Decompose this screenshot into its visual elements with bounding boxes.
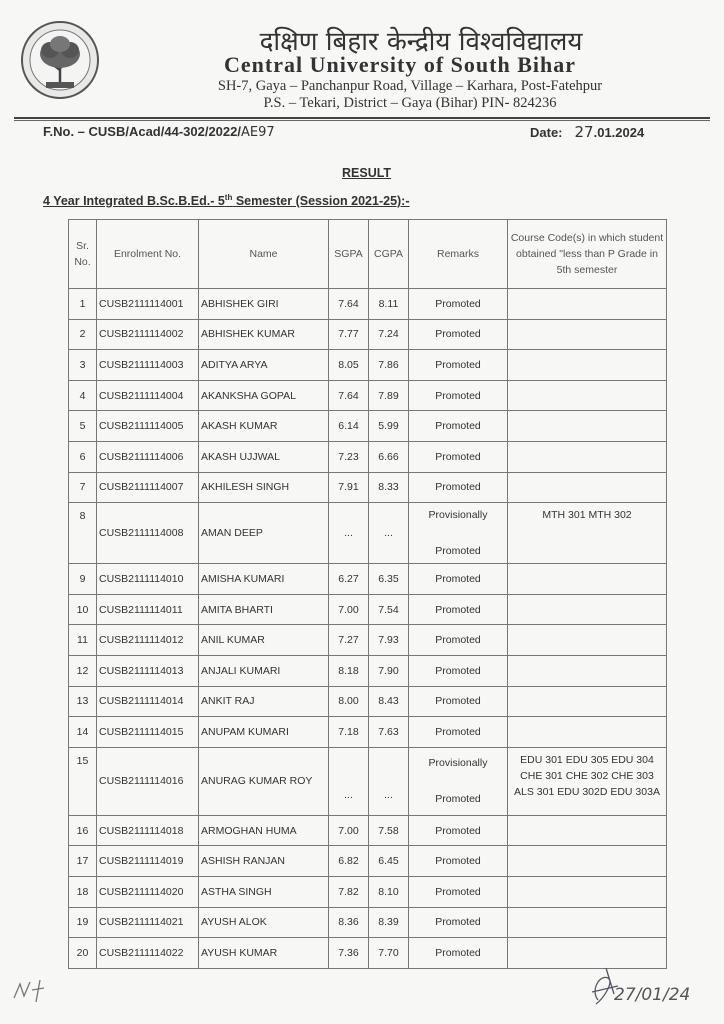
cell-sr: 1 — [69, 289, 97, 320]
result-heading: RESULT — [342, 166, 392, 180]
cell-sr: 7 — [69, 472, 97, 503]
header-cgpa: CGPA — [369, 220, 409, 289]
cell-sr: 6 — [69, 441, 97, 472]
cell-name: ASHISH RANJAN — [199, 846, 329, 877]
programme-post: Semester (Session 2021-25):- — [232, 194, 410, 209]
address-line-1: SH-7, Gaya – Panchanpur Road, Village – Karhara, Post-Fatehpur — [217, 78, 603, 94]
cell-remarks: Promoted — [409, 441, 508, 472]
cell-enrolment: CUSB2111114014 — [97, 686, 199, 717]
header-sgpa: SGPA — [329, 220, 369, 289]
cell-enrolment: CUSB2111114022 — [97, 938, 199, 969]
file-number-prefix: F.No. – CUSB/Acad/44-302/2022/ — [43, 124, 241, 139]
table-row — [69, 319, 667, 350]
cell-remarks: Promoted — [409, 876, 508, 907]
cell-sr: 12 — [69, 655, 97, 686]
cell-sr: 20 — [69, 938, 97, 969]
table-row — [69, 594, 667, 625]
cell-course-codes: MTH 301 MTH 302 — [508, 503, 667, 564]
cell-cgpa: 7.89 — [369, 380, 409, 411]
university-name-english: Central University of South Bihar — [224, 52, 576, 77]
cell-course-codes — [508, 380, 667, 411]
cell-cgpa: 6.35 — [369, 564, 409, 595]
cell-course-codes — [508, 655, 667, 686]
cell-name: ABHISHEK KUMAR — [199, 319, 329, 350]
cell-sgpa: 7.23 — [329, 441, 369, 472]
cell-enrolment: CUSB2111114002 — [97, 319, 199, 350]
university-logo — [20, 20, 100, 100]
university-name-hindi: दक्षिण बिहार केन्द्रीय विश्वविद्यालय — [259, 27, 583, 57]
table-row — [69, 907, 667, 938]
cell-name: ANJALI KUMARI — [199, 655, 329, 686]
cell-name: ABHISHEK GIRI — [199, 289, 329, 320]
cell-course-codes — [508, 625, 667, 656]
cell-sr: 15 — [69, 747, 97, 815]
cell-cgpa: 7.93 — [369, 625, 409, 656]
cell-remarks: Promoted — [409, 625, 508, 656]
address-line-2: P.S. – Tekari, District – Gaya (Bihar) PIN- 824236 — [263, 95, 557, 111]
cell-sgpa: 7.77 — [329, 319, 369, 350]
cell-remarks: Promoted — [409, 686, 508, 717]
cell-enrolment: CUSB2111114007 — [97, 472, 199, 503]
cell-name: ASTHA SINGH — [199, 876, 329, 907]
cell-sr: 13 — [69, 686, 97, 717]
cell-course-codes — [508, 289, 667, 320]
cell-cgpa: 7.86 — [369, 350, 409, 381]
cell-remarks: Promoted — [409, 815, 508, 846]
cell-name: AKASH UJJWAL — [199, 441, 329, 472]
table-row — [69, 564, 667, 595]
result-table — [68, 219, 667, 969]
cell-remarks: Promoted — [409, 938, 508, 969]
header-enrolment: Enrolment No. — [97, 220, 199, 289]
cell-remarks: Promoted — [409, 655, 508, 686]
cell-name: ANURAG KUMAR ROY — [199, 747, 329, 815]
cell-remarks: Promoted — [409, 380, 508, 411]
cell-enrolment: CUSB2111114015 — [97, 717, 199, 748]
cell-remarks: Promoted — [409, 907, 508, 938]
cell-course-codes — [508, 564, 667, 595]
cell-enrolment: CUSB2111114013 — [97, 655, 199, 686]
cell-sr: 14 — [69, 717, 97, 748]
table-row — [69, 411, 667, 442]
cell-sr: 5 — [69, 411, 97, 442]
cell-sr: 17 — [69, 846, 97, 877]
cell-name: ADITYA ARYA — [199, 350, 329, 381]
cell-enrolment: CUSB2111114001 — [97, 289, 199, 320]
cell-remarks: Promoted — [409, 289, 508, 320]
cell-course-codes — [508, 815, 667, 846]
cell-sr: 2 — [69, 319, 97, 350]
table-row — [69, 846, 667, 877]
cell-enrolment: CUSB2111114016 — [97, 747, 199, 815]
file-number — [43, 124, 275, 140]
cell-enrolment: CUSB2111114006 — [97, 441, 199, 472]
cell-enrolment: CUSB2111114018 — [97, 815, 199, 846]
cell-name: ANIL KUMAR — [199, 625, 329, 656]
programme-sup: th — [224, 193, 233, 202]
file-number-handwritten: AE97 — [240, 125, 275, 140]
programme-pre: 4 Year Integrated B.Sc.B.Ed.- 5 — [43, 194, 225, 209]
header-remarks: Remarks — [409, 220, 508, 289]
cell-enrolment: CUSB2111114004 — [97, 380, 199, 411]
cell-remarks: Promoted — [409, 564, 508, 595]
cell-sr: 8 — [69, 503, 97, 564]
header-rule-thin — [14, 120, 710, 121]
cell-remarks: Promoted — [409, 717, 508, 748]
cell-remarks: Promoted — [409, 411, 508, 442]
cell-name: AMISHA KUMARI — [199, 564, 329, 595]
cell-sgpa: 7.27 — [329, 625, 369, 656]
remarks-line-1: Provisionally — [428, 757, 488, 770]
cell-course-codes — [508, 594, 667, 625]
cell-sgpa: ... — [329, 747, 369, 815]
cell-sgpa: 8.36 — [329, 907, 369, 938]
cell-cgpa: 8.39 — [369, 907, 409, 938]
header-name: Name — [199, 220, 329, 289]
cell-name: ANKIT RAJ — [199, 686, 329, 717]
header-course-codes: Course Code(s) in which student obtained "less than P Grade in 5th semester — [508, 220, 667, 289]
cell-remarks — [409, 747, 508, 815]
cell-name: AKANKSHA GOPAL — [199, 380, 329, 411]
table-row — [69, 625, 667, 656]
table-row — [69, 441, 667, 472]
cell-cgpa: 7.63 — [369, 717, 409, 748]
cell-cgpa: 7.70 — [369, 938, 409, 969]
table-row — [69, 717, 667, 748]
cell-cgpa: 7.54 — [369, 594, 409, 625]
cell-sgpa: 8.05 — [329, 350, 369, 381]
cell-enrolment: CUSB2111114011 — [97, 594, 199, 625]
cell-course-codes — [508, 846, 667, 877]
cell-remarks — [409, 503, 508, 564]
header-rule — [14, 117, 710, 119]
cell-sgpa: 6.27 — [329, 564, 369, 595]
remarks-line-2: Promoted — [435, 545, 481, 558]
cell-course-codes — [508, 907, 667, 938]
cell-course-codes — [508, 472, 667, 503]
cell-remarks: Promoted — [409, 319, 508, 350]
cell-course-codes — [508, 876, 667, 907]
initial-text — [60, 980, 61, 981]
remarks-line-2: Promoted — [435, 793, 481, 806]
cell-name: AKASH KUMAR — [199, 411, 329, 442]
cell-name: AYUSH ALOK — [199, 907, 329, 938]
cell-enrolment: CUSB2111114019 — [97, 846, 199, 877]
cell-enrolment: CUSB2111114003 — [97, 350, 199, 381]
remarks-multiline — [411, 757, 505, 805]
cell-course-codes: EDU 301 EDU 305 EDU 304 CHE 301 CHE 302 CHE 303 ALS 301 EDU 302D EDU 303A — [508, 747, 667, 815]
cell-name: ARMOGHAN HUMA — [199, 815, 329, 846]
cell-cgpa: 8.43 — [369, 686, 409, 717]
date-suffix: .01.2024 — [593, 125, 645, 140]
cell-enrolment: CUSB2111114012 — [97, 625, 199, 656]
cell-sr: 4 — [69, 380, 97, 411]
cell-sgpa: 7.00 — [329, 594, 369, 625]
table-row — [69, 876, 667, 907]
cell-sgpa: 7.91 — [329, 472, 369, 503]
table-row — [69, 350, 667, 381]
cell-sr: 10 — [69, 594, 97, 625]
cell-cgpa: 8.33 — [369, 472, 409, 503]
document-date — [530, 123, 644, 141]
cell-cgpa: 7.58 — [369, 815, 409, 846]
cell-course-codes — [508, 411, 667, 442]
cell-enrolment: CUSB2111114021 — [97, 907, 199, 938]
cell-sgpa: 6.14 — [329, 411, 369, 442]
table-body — [69, 289, 667, 969]
cell-sgpa: 8.00 — [329, 686, 369, 717]
cell-sgpa: 7.64 — [329, 289, 369, 320]
cell-cgpa: 5.99 — [369, 411, 409, 442]
programme-heading — [43, 193, 410, 208]
cell-name: AYUSH KUMAR — [199, 938, 329, 969]
cell-enrolment: CUSB2111114010 — [97, 564, 199, 595]
date-label: Date: — [530, 125, 563, 140]
table-row — [69, 938, 667, 969]
cell-remarks: Promoted — [409, 846, 508, 877]
cell-remarks: Promoted — [409, 350, 508, 381]
cell-sgpa: 8.18 — [329, 655, 369, 686]
cell-sr: 19 — [69, 907, 97, 938]
cell-sgpa: 7.18 — [329, 717, 369, 748]
table-row — [69, 380, 667, 411]
cell-sgpa: 6.82 — [329, 846, 369, 877]
cell-name: AMAN DEEP — [199, 503, 329, 564]
cell-sgpa: ... — [329, 503, 369, 564]
cell-sgpa: 7.64 — [329, 380, 369, 411]
cell-course-codes — [508, 441, 667, 472]
remarks-multiline — [411, 509, 505, 557]
cell-cgpa: ... — [369, 747, 409, 815]
cell-sgpa: 7.36 — [329, 938, 369, 969]
cell-sgpa: 7.00 — [329, 815, 369, 846]
table-row — [69, 655, 667, 686]
cell-enrolment: CUSB2111114020 — [97, 876, 199, 907]
cell-sgpa: 7.82 — [329, 876, 369, 907]
cell-sr: 16 — [69, 815, 97, 846]
cell-course-codes — [508, 717, 667, 748]
cell-sr: 18 — [69, 876, 97, 907]
table-row — [69, 472, 667, 503]
table-row — [69, 747, 667, 815]
table-row — [69, 503, 667, 564]
table-row — [69, 289, 667, 320]
cell-course-codes — [508, 350, 667, 381]
cell-enrolment: CUSB2111114008 — [97, 503, 199, 564]
cell-name: AKHILESH SINGH — [199, 472, 329, 503]
cell-remarks: Promoted — [409, 594, 508, 625]
header-sr: Sr. No. — [69, 220, 97, 289]
cell-cgpa: ... — [369, 503, 409, 564]
table-header-row — [69, 220, 667, 289]
initial-signature — [10, 976, 60, 1006]
cell-cgpa: 6.45 — [369, 846, 409, 877]
date-handwritten: 27 — [574, 123, 594, 141]
cell-cgpa: 7.90 — [369, 655, 409, 686]
cell-cgpa: 8.10 — [369, 876, 409, 907]
cell-enrolment: CUSB2111114005 — [97, 411, 199, 442]
cell-sr: 3 — [69, 350, 97, 381]
cell-sr: 9 — [69, 564, 97, 595]
cell-course-codes — [508, 319, 667, 350]
cell-course-codes — [508, 686, 667, 717]
cell-cgpa: 8.11 — [369, 289, 409, 320]
table-row — [69, 815, 667, 846]
cell-name: AMITA BHARTI — [199, 594, 329, 625]
table-row — [69, 686, 667, 717]
cell-name: ANUPAM KUMARI — [199, 717, 329, 748]
cell-cgpa: 6.66 — [369, 441, 409, 472]
remarks-line-1: Provisionally — [428, 509, 488, 522]
cell-cgpa: 7.24 — [369, 319, 409, 350]
officer-signature-date: 27/01/24 — [614, 985, 691, 1005]
cell-remarks: Promoted — [409, 472, 508, 503]
cell-sr: 11 — [69, 625, 97, 656]
